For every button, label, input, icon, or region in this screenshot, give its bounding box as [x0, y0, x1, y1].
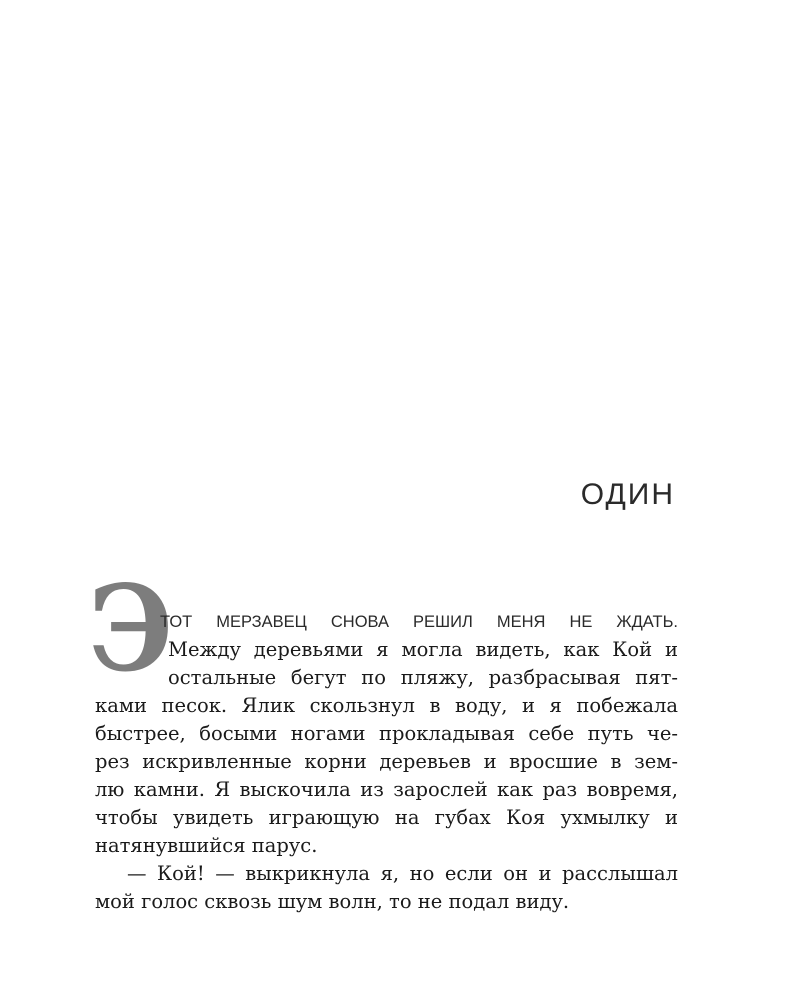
- body-line-1: ТОТ МЕРЗАВЕЦ СНОВА РЕШИЛ МЕНЯ НЕ ЖДАТЬ.: [160, 613, 678, 631]
- body-line-10: — Кой! — выкрикнула я, но если он и расслышал: [127, 862, 678, 885]
- chapter-title: ОДИН: [580, 478, 675, 511]
- body-line-8: чтобы увидеть играющую на губах Коя ухмылку и: [95, 806, 678, 829]
- drop-cap-letter: Э: [88, 559, 174, 698]
- body-line-5: быстрее, босыми ногами прокладывая себе путь че-: [95, 722, 678, 745]
- body-line-2: Между деревьями я могла видеть, как Кой и: [168, 638, 678, 661]
- body-line-9: натянувшийся парус.: [95, 834, 318, 857]
- body-line-11: мой голос сквозь шум волн, то не подал виду.: [95, 890, 570, 913]
- body-line-7: лю камни. Я выскочила из зарослей как раз вовремя,: [95, 778, 678, 801]
- body-line-3: остальные бегут по пляжу, разбрасывая пят-: [168, 666, 678, 689]
- body-line-4: ками песок. Ялик скользнул в воду, и я побежала: [95, 694, 678, 717]
- body-line-6: рез искривленные корни деревьев и вросшие в зем-: [95, 750, 678, 773]
